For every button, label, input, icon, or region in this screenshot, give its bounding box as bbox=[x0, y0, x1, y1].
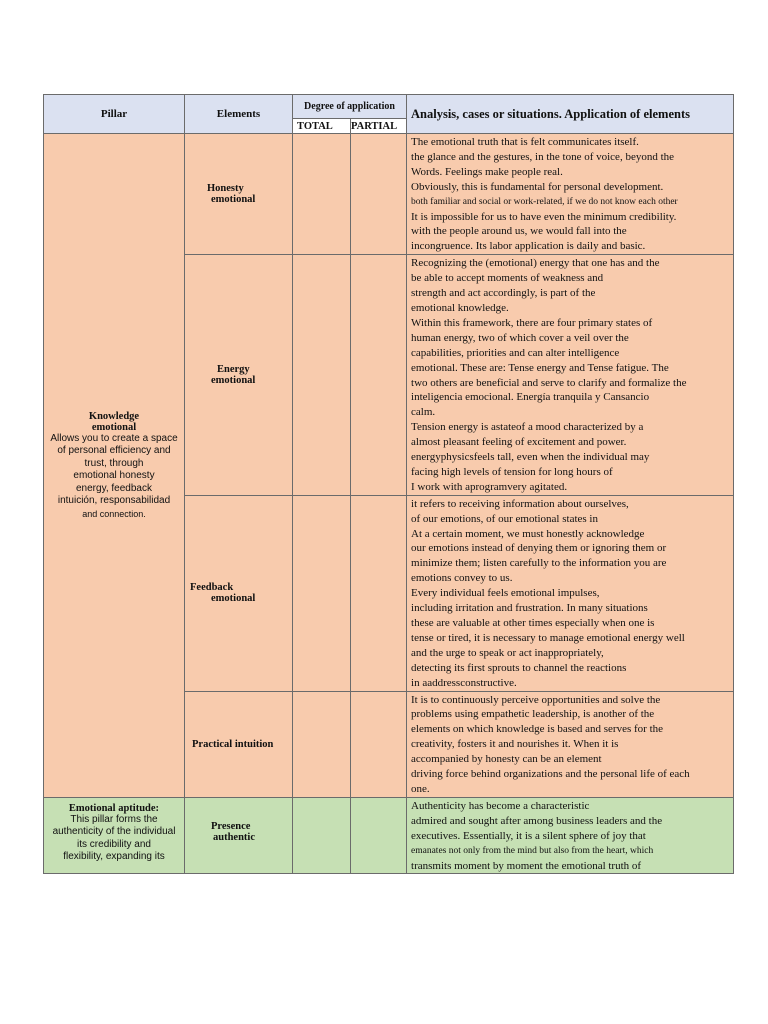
header-analysis: Analysis, cases or situations. Application of elements bbox=[407, 95, 734, 134]
analysis-energy: Recognizing the (emotional) energy that one has and the be able to accept moments of weakness and strength and act accordingly, is part of the emotional knowledge. Within this framework, there are four primary states of human energy, two of which cover a veil over the capabilities, priorities and can alter intelligence emotional. These are: Tense energy and Tense fatigue. The two others are beneficial and serve to clarify and formalize the inteligencia emocional. Energía tranquila y Cansancio calm. Tension energy is astateof a mood characterized by a almost pleasant feeling of excitement and power. energyphysicsfeels tall, even when the individual may facing high levels of tension for long hours of I work with aprogramvery agitated. bbox=[407, 255, 734, 496]
pillar-knowledge-title: Knowledge emotional bbox=[88, 410, 140, 433]
element-energy: Energy emotional bbox=[185, 255, 293, 496]
analysis-feedback: it refers to receiving information about ourselves, of our emotions, of our emotional states in At a certain moment, we must honestly acknowledge our emotions instead of denying them or ignoring them or minimize them; listen carefully to the information you are emotions convey to us. Every individual feels emotional impulses, including irritation and frustration. In many situations these are valuable at other times especially when one is tense or tired, it is necessary to manage emotional energy well and the urge to speak or act inappropriately, detecting its first sprouts to channel the reactions in aaddressconstructive. bbox=[407, 495, 734, 691]
element-practical-intuition: Practical intuition bbox=[185, 691, 293, 797]
pillar-aptitude-desc: This pillar forms the authenticity of the individual its credibility and flexibility, expanding its bbox=[52, 813, 176, 863]
total-cell bbox=[293, 134, 351, 255]
pillar-aptitude-title: Emotional aptitude: bbox=[68, 802, 160, 814]
total-cell bbox=[293, 797, 351, 874]
total-cell bbox=[293, 495, 351, 691]
analysis-honesty: The emotional truth that is felt communicates itself. the glance and the gestures, in the tone of voice, beyond the Words. Feelings make people real. Obviously, this is fundamental for personal development. both familiar and social or work-related, if we do not know each other It is impossible for us to have even the minimum credibility. with the people around us, we would fall into the incongruence. Its labor application is daily and basic. bbox=[407, 134, 734, 255]
analysis-table bbox=[43, 94, 734, 874]
analysis-presence-authentic: Authenticity has become a characteristic admired and sought after among business leaders and the executives. Essentially, it is a silent sphere of joy that emanates not only from the mind but also from the heart, which transmits moment by moment the emotional truth of bbox=[407, 797, 734, 874]
total-cell bbox=[293, 255, 351, 496]
partial-cell bbox=[351, 495, 407, 691]
header-partial: PARTIAL bbox=[351, 119, 407, 134]
header-total: TOTAL bbox=[293, 119, 351, 134]
partial-cell bbox=[351, 255, 407, 496]
partial-cell bbox=[351, 134, 407, 255]
partial-cell bbox=[351, 797, 407, 874]
pillar-knowledge-desc: Allows you to create a space of personal efficiency and trust, through emotional honesty energy, feedback intuición, responsabilidad and connection. bbox=[50, 432, 178, 519]
header-degree: Degree of application bbox=[293, 95, 407, 119]
header-pillar: Pillar bbox=[44, 95, 185, 134]
element-honesty: Honesty emotional bbox=[185, 134, 293, 255]
pillar-knowledge-cell bbox=[44, 134, 185, 798]
partial-cell bbox=[351, 691, 407, 797]
pillar-aptitude-cell bbox=[44, 797, 185, 874]
analysis-practical-intuition: It is to continuously perceive opportunities and solve the problems using empathetic leadership, is another of the elements on which knowledge is based and serves for the creativity, fosters it and nourishes it. When it is accompanied by honesty can be an element driving force behind organizations and the personal life of each one. bbox=[407, 691, 734, 797]
total-cell bbox=[293, 691, 351, 797]
element-feedback: Feedback emotional bbox=[185, 495, 293, 691]
header-elements: Elements bbox=[185, 95, 293, 134]
element-presence-authentic: Presence authentic bbox=[185, 797, 293, 874]
